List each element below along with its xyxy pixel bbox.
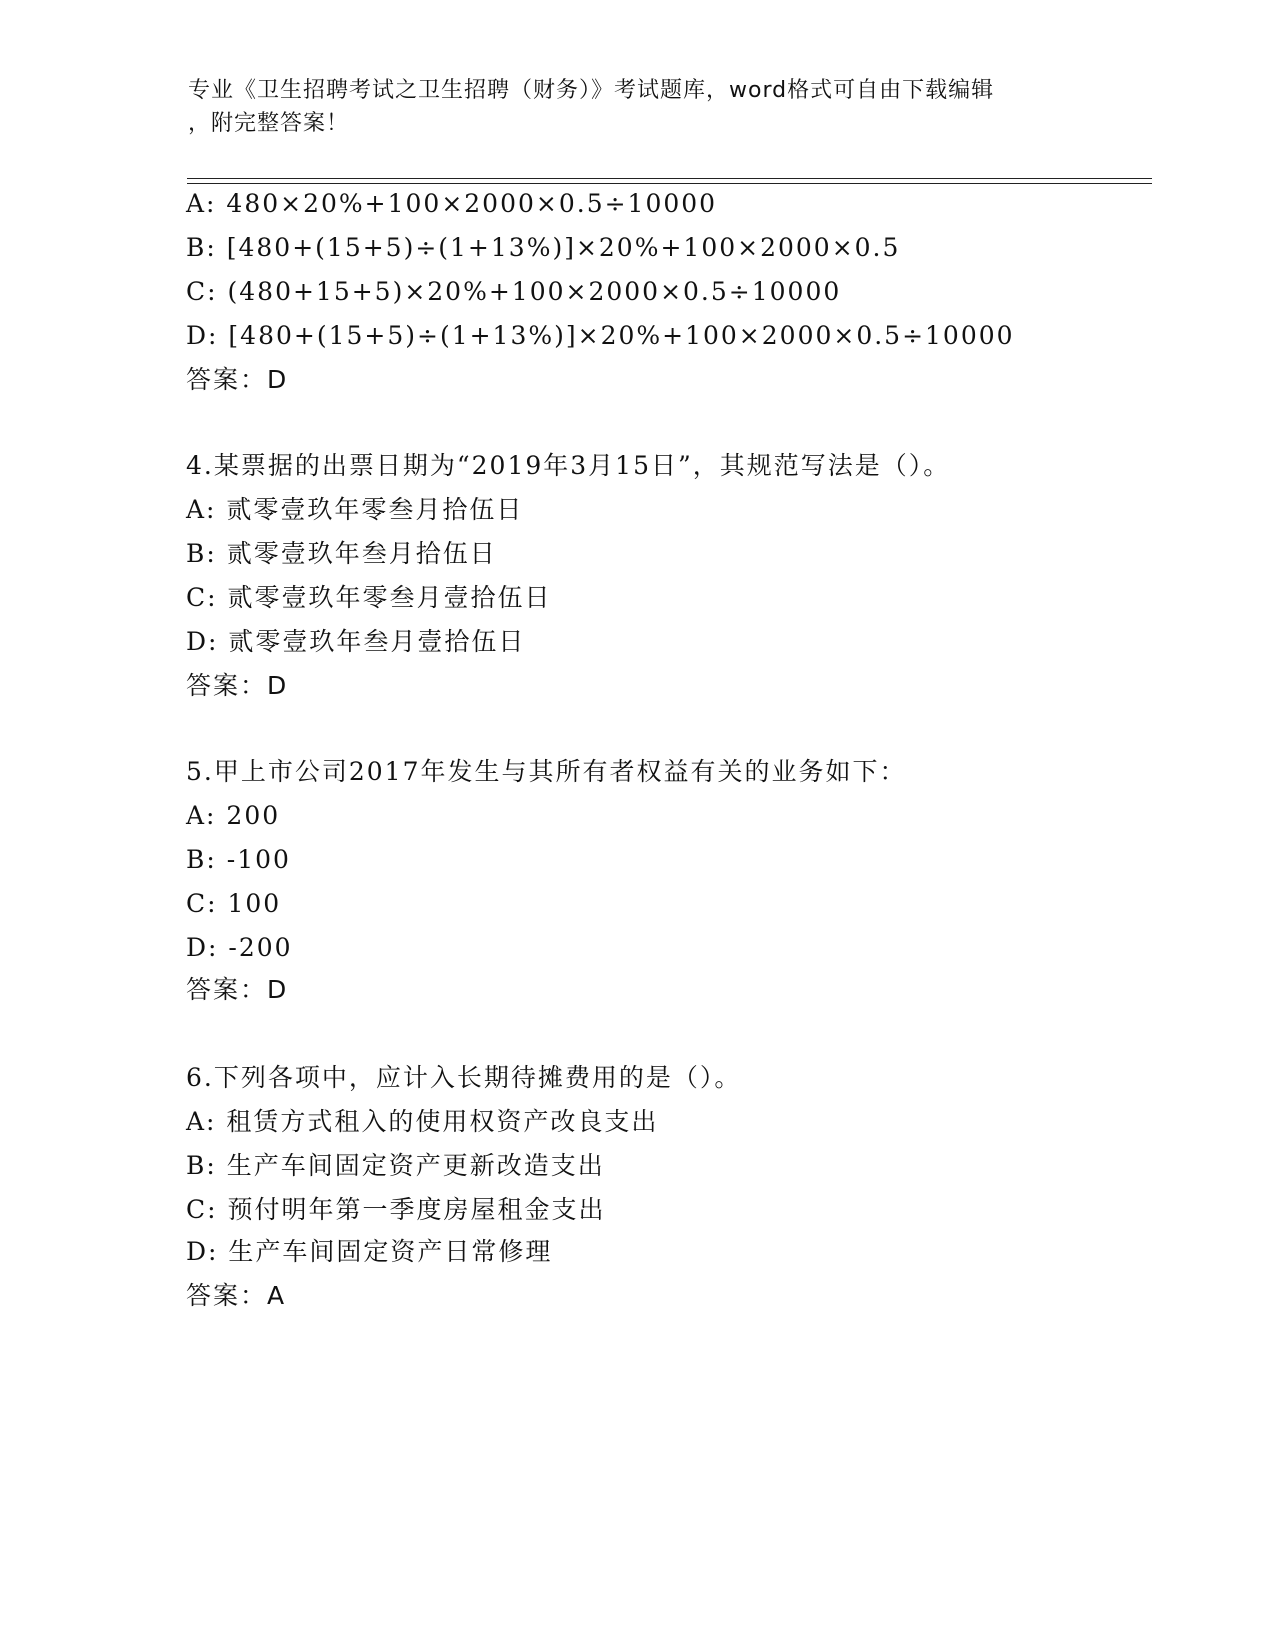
q4-question: 4.某票据的出票日期为“2019年3月15日”，其规范写法是（）。 (186, 451, 951, 480)
q5-option-b: B: -100 (186, 845, 291, 874)
q4-answer: 答案：D (186, 671, 289, 700)
q5-question: 5.甲上市公司2017年发生与其所有者权益有关的业务如下： (186, 757, 907, 786)
q5-option-a: A: 200 (186, 801, 281, 830)
q5-answer: 答案：D (186, 975, 289, 1004)
q6-option-d: D: 生产车间固定资产日常修理 (186, 1237, 553, 1266)
q3-option-b: B: [480+(15+5)÷(1+13%)]×20%+100×2000×0.5 (186, 233, 901, 262)
q5-option-d: D: -200 (186, 933, 293, 962)
header-line-2: ，附完整答案！ (188, 111, 350, 136)
q3-answer: 答案：D (186, 365, 289, 394)
header-divider-top (187, 178, 1152, 179)
q6-option-a: A: 租赁方式租入的使用权资产改良支出 (186, 1107, 659, 1136)
header-divider-bottom (187, 183, 1152, 184)
document-header (188, 74, 1088, 140)
q6-option-b: B: 生产车间固定资产更新改造支出 (186, 1151, 605, 1180)
q4-option-c: C: 贰零壹玖年零叁月壹拾伍日 (186, 583, 552, 612)
q4-option-b: B: 贰零壹玖年叁月拾伍日 (186, 539, 497, 568)
q4-option-d: D: 贰零壹玖年叁月壹拾伍日 (186, 627, 526, 656)
q4-option-a: A: 贰零壹玖年零叁月拾伍日 (186, 495, 524, 524)
q6-question: 6.下列各项中，应计入长期待摊费用的是（）。 (186, 1063, 742, 1092)
q6-option-c: C: 预付明年第一季度房屋租金支出 (186, 1195, 606, 1224)
header-line-1: 专业《卫生招聘考试之卫生招聘（财务）》考试题库，word格式可自由下载编辑 (188, 78, 995, 103)
q6-answer: 答案：A (186, 1281, 287, 1310)
q3-option-c: C: (480+15+5)×20%+100×2000×0.5÷10000 (186, 277, 842, 306)
q3-option-d: D: [480+(15+5)÷(1+13%)]×20%+100×2000×0.5÷10000 (186, 321, 1015, 350)
q5-option-c: C: 100 (186, 889, 282, 918)
q3-option-a: A: 480×20%+100×2000×0.5÷10000 (186, 189, 718, 218)
